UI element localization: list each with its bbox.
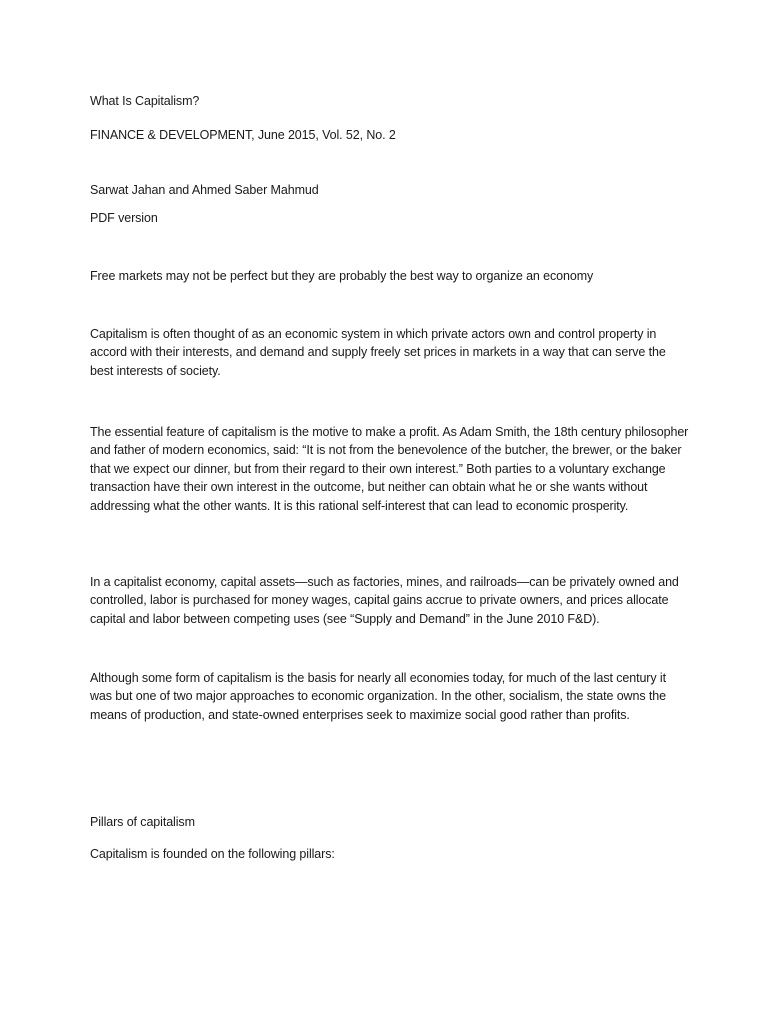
paragraph-profit-motive: The essential feature of capitalism is the motive to make a profit. As Adam Smith, the 18th century philosopher and father of modern economics, said: “It is not from the benevolence of the butcher, the brewer, or the baker that we expect our dinner, but from their regard to their own interest.” Both parties to a voluntary exchange transaction have their own interest in the outcome, but neither can obtain what he or she wants without addressing what the other wants. It is this rational self-interest that can lead to economic prosperity. [90, 425, 689, 513]
section-intro: Capitalism is founded on the following pillars: [90, 847, 335, 861]
paragraph-definition: Capitalism is often thought of as an economic system in which private actors own and control property in accord with their interests, and demand and supply freely set prices in markets in a way that can serve the best interests of society. [90, 327, 666, 378]
article-subtitle: Free markets may not be perfect but they are probably the best way to organize an economy [90, 269, 594, 283]
paragraph-socialism: Although some form of capitalism is the basis for nearly all economies today, for much of the last century it was but one of two major approaches to economic organization. In the other, socialism, the state owns the means of production, and state-owned enterprises seek to maximize social good rather than profits. [90, 671, 666, 722]
authors-line: Sarwat Jahan and Ahmed Saber Mahmud [90, 183, 319, 197]
paragraph-capital-assets: In a capitalist economy, capital assets—such as factories, mines, and railroads—can be privately owned and controlled, labor is purchased for money wages, capital gains accrue to private owners, and prices allocate capital and labor between competing uses (see “Supply and Demand” in the June 2010 F&D). [90, 575, 679, 626]
section-heading: Pillars of capitalism [90, 815, 195, 829]
publication-line: FINANCE & DEVELOPMENT, June 2015, Vol. 52, No. 2 [90, 128, 396, 142]
document-title: What Is Capitalism? [90, 94, 200, 108]
pdf-version-link[interactable]: PDF version [90, 211, 158, 225]
